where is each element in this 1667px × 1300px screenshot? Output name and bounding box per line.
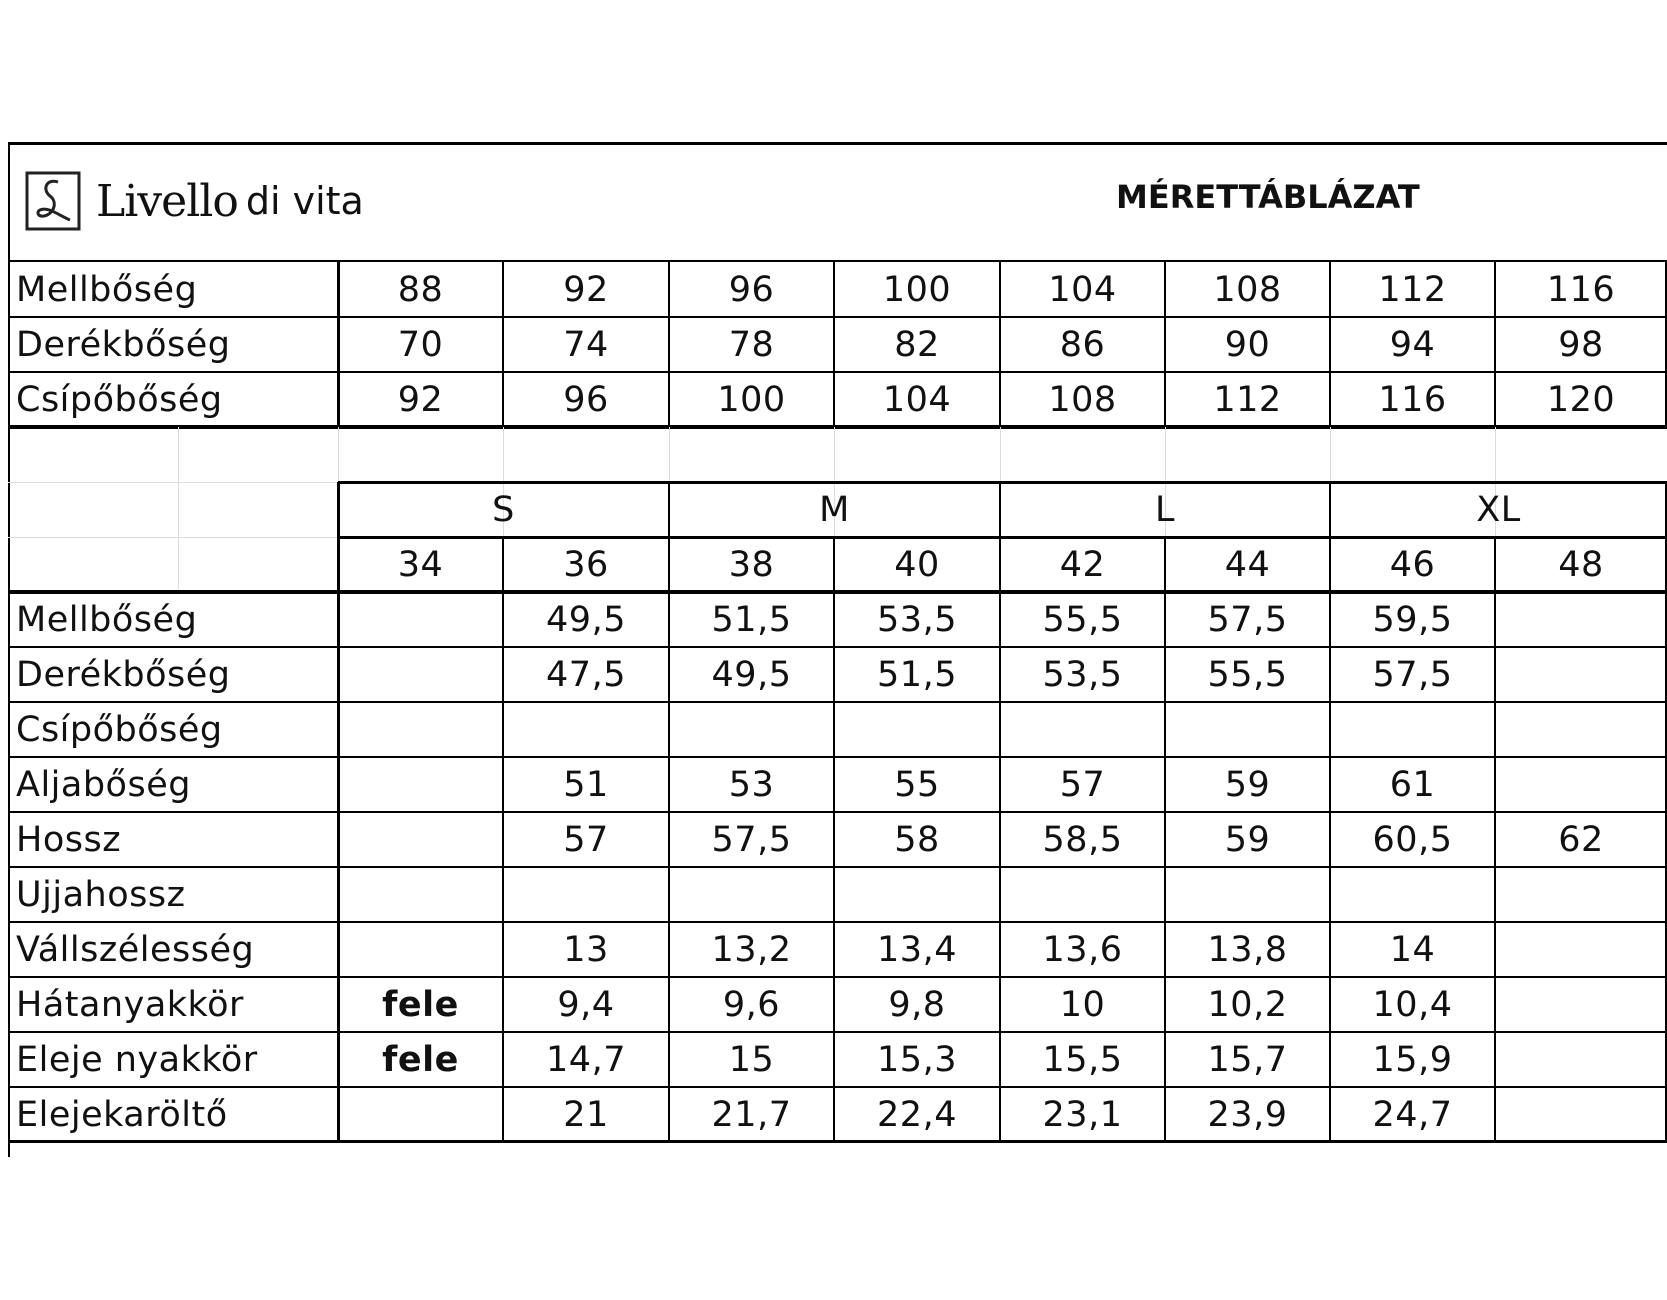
table-cell xyxy=(669,867,834,922)
row-label: Hátanyakkör xyxy=(16,984,244,1025)
size-label: 38 xyxy=(728,544,775,585)
table-cell xyxy=(338,702,503,757)
table-cell: 104 xyxy=(882,379,952,420)
table-cell xyxy=(1495,757,1667,812)
table-cell: 96 xyxy=(728,269,775,310)
table-cell: 9,4 xyxy=(557,984,615,1025)
size-label: 36 xyxy=(563,544,609,585)
table-cell: 104 xyxy=(1048,269,1117,310)
table-cell xyxy=(338,647,503,702)
table-cell: 82 xyxy=(894,324,940,365)
table-cell: 86 xyxy=(1059,324,1106,365)
row-label: Ujjahossz xyxy=(16,874,186,915)
table-cell xyxy=(1495,702,1667,757)
table-cell: 15,5 xyxy=(1042,1039,1123,1080)
table-cell: 13,8 xyxy=(1207,929,1288,970)
table-cell: 10 xyxy=(1059,984,1106,1025)
table-cell: 90 xyxy=(1224,324,1271,365)
table-cell: 55,5 xyxy=(1042,599,1123,640)
table-cell: 108 xyxy=(1048,379,1117,420)
table-cell: 47,5 xyxy=(546,654,626,695)
row-label: Mellbőség xyxy=(16,599,198,640)
table-cell: 78 xyxy=(728,324,775,365)
table-cell: 10,4 xyxy=(1372,984,1453,1025)
table-cell: 120 xyxy=(1546,379,1616,420)
table-cell: 112 xyxy=(1378,269,1447,310)
size-label: 42 xyxy=(1059,544,1106,585)
table-cell: 22,4 xyxy=(877,1094,957,1135)
table-cell: 21 xyxy=(563,1094,609,1135)
table-cell: 74 xyxy=(563,324,609,365)
table-cell xyxy=(1495,592,1667,647)
sheet-header xyxy=(8,142,1667,262)
table-cell xyxy=(338,812,503,867)
table-cell: 88 xyxy=(397,269,444,310)
table-cell: 9,8 xyxy=(888,984,946,1025)
table-cell: 49,5 xyxy=(711,654,792,695)
table-cell: 49,5 xyxy=(546,599,626,640)
brand-logo xyxy=(24,166,364,236)
row-label: Vállszélesség xyxy=(16,929,255,970)
row-label: Hossz xyxy=(16,819,122,860)
table-cell: 60,5 xyxy=(1372,819,1453,860)
table-cell: 14 xyxy=(1389,929,1436,970)
table-cell: 100 xyxy=(882,269,952,310)
table-cell: 53,5 xyxy=(877,599,957,640)
table-cell xyxy=(1495,647,1667,702)
table-cell: 96 xyxy=(563,379,609,420)
table-cell: 14,7 xyxy=(546,1039,626,1080)
table-cell: 57,5 xyxy=(1372,654,1453,695)
table-cell: 13,6 xyxy=(1042,929,1123,970)
table-cell: 13,4 xyxy=(877,929,957,970)
table-cell: 62 xyxy=(1558,819,1604,860)
table-cell: 98 xyxy=(1558,324,1604,365)
table-cell: 15,7 xyxy=(1207,1039,1288,1080)
table-cell: 13 xyxy=(563,929,609,970)
gridline xyxy=(8,537,338,538)
table-cell xyxy=(338,867,503,922)
brand-name: Livello xyxy=(96,175,238,227)
row-label: Eleje nyakkör xyxy=(16,1039,258,1080)
table-cell: 15 xyxy=(728,1039,775,1080)
table-cell: 23,1 xyxy=(1042,1094,1123,1135)
table-cell: 92 xyxy=(563,269,609,310)
row-label: Mellbőség xyxy=(16,269,198,310)
brand-sub: di vita xyxy=(245,179,364,223)
table-cell xyxy=(1495,1032,1667,1087)
table-cell: 58,5 xyxy=(1042,819,1123,860)
row-label: Derékbőség xyxy=(16,324,231,365)
table-cell: 9,6 xyxy=(722,984,781,1025)
top-border xyxy=(8,142,1667,145)
table-cell: 57 xyxy=(563,819,609,860)
table-cell: 57,5 xyxy=(711,819,792,860)
gridline xyxy=(8,482,338,483)
table-cell: 94 xyxy=(1389,324,1436,365)
table-cell: 15,9 xyxy=(1372,1039,1453,1080)
table-cell xyxy=(338,592,503,647)
table-cell: 21,7 xyxy=(711,1094,792,1135)
table-cell: 53,5 xyxy=(1042,654,1123,695)
size-label: 44 xyxy=(1224,544,1271,585)
table-cell xyxy=(338,757,503,812)
size-label: 34 xyxy=(397,544,444,585)
table-cell xyxy=(1000,867,1165,922)
size-group-label: M xyxy=(819,489,850,530)
table-cell: 112 xyxy=(1213,379,1282,420)
table-cell xyxy=(503,867,669,922)
table-cell: 55,5 xyxy=(1207,654,1288,695)
size-group-label: L xyxy=(1155,489,1175,530)
table-cell: 59 xyxy=(1224,764,1271,805)
size-label: 48 xyxy=(1558,544,1604,585)
table-cell xyxy=(338,1087,503,1142)
size-group-label: S xyxy=(492,489,515,530)
table-cell xyxy=(1330,702,1495,757)
gridline xyxy=(178,427,179,592)
table-cell xyxy=(834,867,1000,922)
table-cell: 24,7 xyxy=(1372,1094,1453,1135)
table-cell: 53 xyxy=(728,764,775,805)
table-cell xyxy=(338,922,503,977)
row-label: Csípőbőség xyxy=(16,379,223,420)
table-cell: 51,5 xyxy=(877,654,957,695)
table-cell xyxy=(1165,867,1330,922)
table-cell: fele xyxy=(382,1039,459,1080)
table-cell: 51 xyxy=(563,764,609,805)
table-cell: 59 xyxy=(1224,819,1271,860)
page-title: MÉRETTÁBLÁZAT xyxy=(1116,178,1420,216)
table-cell xyxy=(1495,977,1667,1032)
row-label: Csípőbőség xyxy=(16,709,223,750)
table-cell xyxy=(1330,867,1495,922)
table-cell: 55 xyxy=(894,764,940,805)
table-cell: 116 xyxy=(1378,379,1447,420)
table-cell: 58 xyxy=(894,819,940,860)
table-cell xyxy=(503,702,669,757)
size-chart-sheet xyxy=(8,142,1667,1157)
table-cell xyxy=(1495,922,1667,977)
table-cell xyxy=(1000,702,1165,757)
brand-mark-icon xyxy=(24,170,82,232)
table-cell xyxy=(1165,702,1330,757)
table-cell xyxy=(1495,1087,1667,1142)
table-cell: 92 xyxy=(397,379,444,420)
row-label: Derékbőség xyxy=(16,654,231,695)
table-cell: 100 xyxy=(717,379,786,420)
table-cell: 10,2 xyxy=(1207,984,1288,1025)
table-cell: 23,9 xyxy=(1207,1094,1288,1135)
table-cell: 108 xyxy=(1213,269,1282,310)
row-label: Aljabőség xyxy=(16,764,191,805)
table-cell xyxy=(669,702,834,757)
table-cell: 51,5 xyxy=(711,599,792,640)
table-cell: 61 xyxy=(1389,764,1436,805)
table-cell: 13,2 xyxy=(711,929,792,970)
table-cell: 116 xyxy=(1546,269,1616,310)
table-cell: 57 xyxy=(1059,764,1106,805)
table-cell: 70 xyxy=(397,324,444,365)
table-cell: fele xyxy=(382,984,459,1025)
table-cell: 15,3 xyxy=(877,1039,957,1080)
size-label: 40 xyxy=(894,544,940,585)
table-cell xyxy=(1495,867,1667,922)
row-label: Elejekaröltő xyxy=(16,1094,228,1135)
table-cell: 57,5 xyxy=(1207,599,1288,640)
size-group-label: XL xyxy=(1476,489,1521,530)
size-label: 46 xyxy=(1389,544,1436,585)
table-cell: 59,5 xyxy=(1372,599,1453,640)
table-cell xyxy=(834,702,1000,757)
